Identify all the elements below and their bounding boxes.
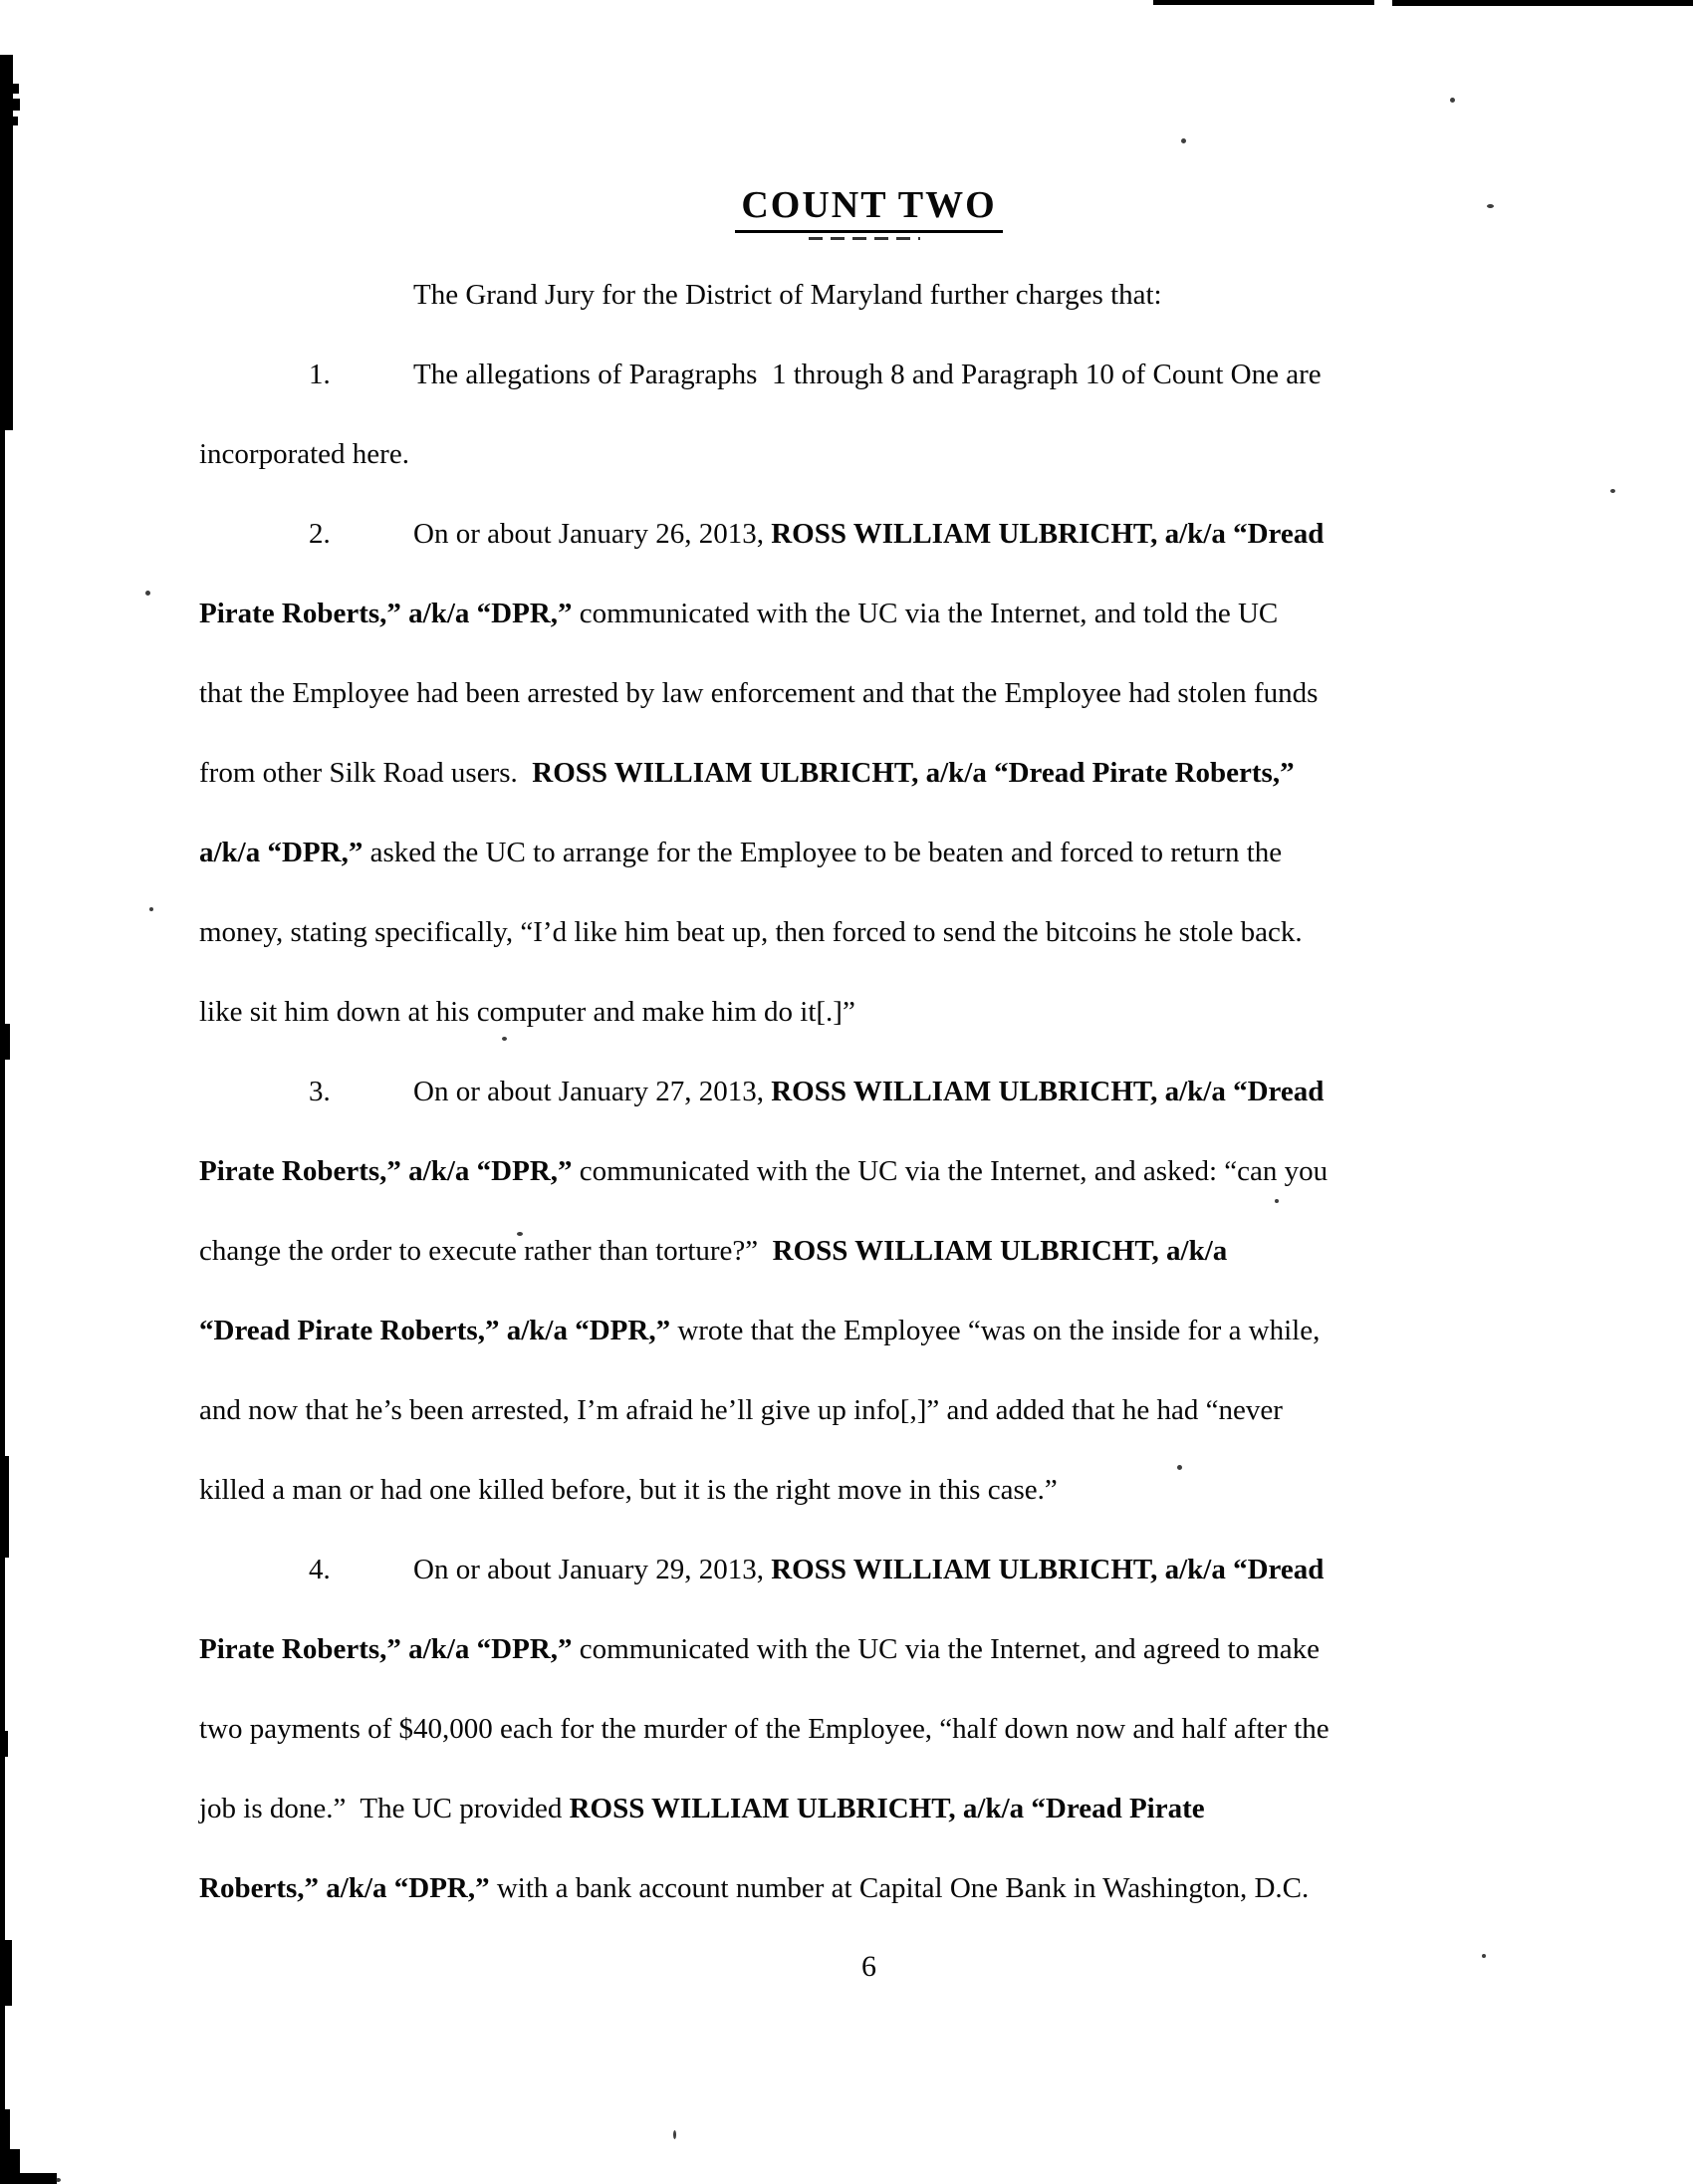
document-line [199,255,1539,335]
scan-speck [56,2178,61,2182]
document-line [199,1609,1539,1689]
text-run: On or about January 29, 2013, [413,1554,772,1585]
scan-artifact-left-bar-thin [0,418,5,2184]
text-run: killed a man or had one killed before, but it is the right move in this case.” [199,1474,1058,1506]
bold-text-run: Pirate Roberts,” a/k/a “DPR,” [199,1155,573,1187]
text-run: with a bank account number at Capital One Bank in Washington, D.C. [489,1872,1310,1904]
text-run: and now that he’s been arrested, I’m afraid he’ll give up info[,]” and added that he had “never [199,1394,1283,1426]
bold-text-run: ROSS WILLIAM ULBRICHT, a/k/a “Dread Pirate [569,1793,1205,1824]
bold-text-run: Pirate Roberts,” a/k/a “DPR,” [199,598,573,629]
document-line [199,972,1539,1052]
document-line [199,574,1539,653]
document-line [199,813,1539,892]
scan-artifact-left-bar [0,55,13,430]
text-run: from other Silk Road users. [199,757,533,789]
scan-artifact-left-blob-4 [0,1940,12,2006]
document-line [199,653,1539,733]
document-line [199,1689,1539,1769]
bold-text-run: Pirate Roberts,” a/k/a “DPR,” [199,1633,573,1665]
text-run: communicated with the UC via the Internet, and agreed to make [572,1633,1321,1665]
scan-speck [673,2130,676,2139]
text-run: incorporated here. [199,438,409,470]
text-run: job is done.” The UC provided [199,1793,570,1824]
document-line [199,1769,1539,1848]
scan-artifact-left-tick-3 [12,117,18,125]
document-line [199,1211,1539,1291]
scan-artifact-left-blob-2 [0,1456,9,1558]
scan-artifact-title-ghost-underline [809,237,920,240]
bold-text-run: ROSS WILLIAM ULBRICHT, a/k/a [772,1235,1228,1267]
scan-artifact-top-edge-right [1392,0,1693,6]
document-line [199,1052,1539,1131]
scan-artifact-left-tick-2 [13,99,20,111]
document-line [199,1450,1539,1530]
paragraph-number: 4. [309,1554,331,1585]
document-line [199,1291,1539,1370]
scan-speck [1610,489,1615,493]
document-line [199,494,1539,574]
scan-speck [149,907,153,911]
bold-text-run: ROSS WILLIAM ULBRICHT, a/k/a “Dread [771,1554,1325,1585]
text-run: communicated with the UC via the Internet, and told the UC [572,598,1279,629]
document-line [199,1530,1539,1609]
text-run: that the Employee had been arrested by law enforcement and that the Employee had stolen funds [199,677,1319,709]
bold-text-run: ROSS WILLIAM ULBRICHT, a/k/a “Dread [771,1076,1325,1107]
text-run: like sit him down at his computer and make him do it[.]” [199,996,855,1028]
document-header [199,182,1539,233]
scan-artifact-bottom-corner-b [0,2173,57,2184]
scan-speck [1450,98,1455,103]
document-title: COUNT TWO [735,182,1002,233]
text-run: wrote that the Employee “was on the inside for a while, [670,1315,1321,1346]
document-line [199,1131,1539,1211]
bold-text-run: ROSS WILLIAM ULBRICHT, a/k/a “Dread Pirate Roberts,” [532,757,1295,789]
scan-speck [1181,138,1186,143]
text-run: two payments of $40,000 each for the murder of the Employee, “half down now and half after the [199,1713,1330,1745]
scan-artifact-left-blob-3 [0,1731,8,1757]
text-run: communicated with the UC via the Internet, and asked: “can you [572,1155,1329,1187]
bold-text-run: a/k/a “DPR,” [199,837,363,868]
paragraph-number: 3. [309,1076,331,1107]
text-run: The Grand Jury for the District of Maryland further charges that: [413,279,1162,311]
document-line [199,892,1539,972]
scan-artifact-left-blob-1 [0,1024,10,1060]
bold-text-run: Roberts,” a/k/a “DPR,” [199,1872,490,1904]
text-run: change the order to execute rather than torture?” [199,1235,773,1267]
document-line [199,733,1539,813]
document-line [199,414,1539,494]
scan-artifact-top-edge-left [1153,0,1374,5]
scan-artifact-left-tick-1 [13,84,19,94]
document-line [199,1370,1539,1450]
document-body [199,255,1539,1928]
document-line [199,335,1539,414]
page-number: 6 [861,1950,876,1983]
text-run: asked the UC to arrange for the Employee to be beaten and forced to return the [363,837,1283,868]
document-line [199,1848,1539,1928]
paragraph-number: 1. [309,359,331,390]
text-run: money, stating specifically, “I’d like him beat up, then forced to send the bitcoins he stole back. [199,916,1303,948]
text-run: On or about January 27, 2013, [413,1076,772,1107]
bold-text-run: “Dread Pirate Roberts,” a/k/a “DPR,” [199,1315,671,1346]
bold-text-run: ROSS WILLIAM ULBRICHT, a/k/a “Dread [771,518,1325,550]
scan-speck [145,591,150,596]
text-run: On or about January 26, 2013, [413,518,772,550]
text-run: The allegations of Paragraphs 1 through 8 and Paragraph 10 of Count One are [413,359,1322,390]
paragraph-number: 2. [309,518,331,550]
